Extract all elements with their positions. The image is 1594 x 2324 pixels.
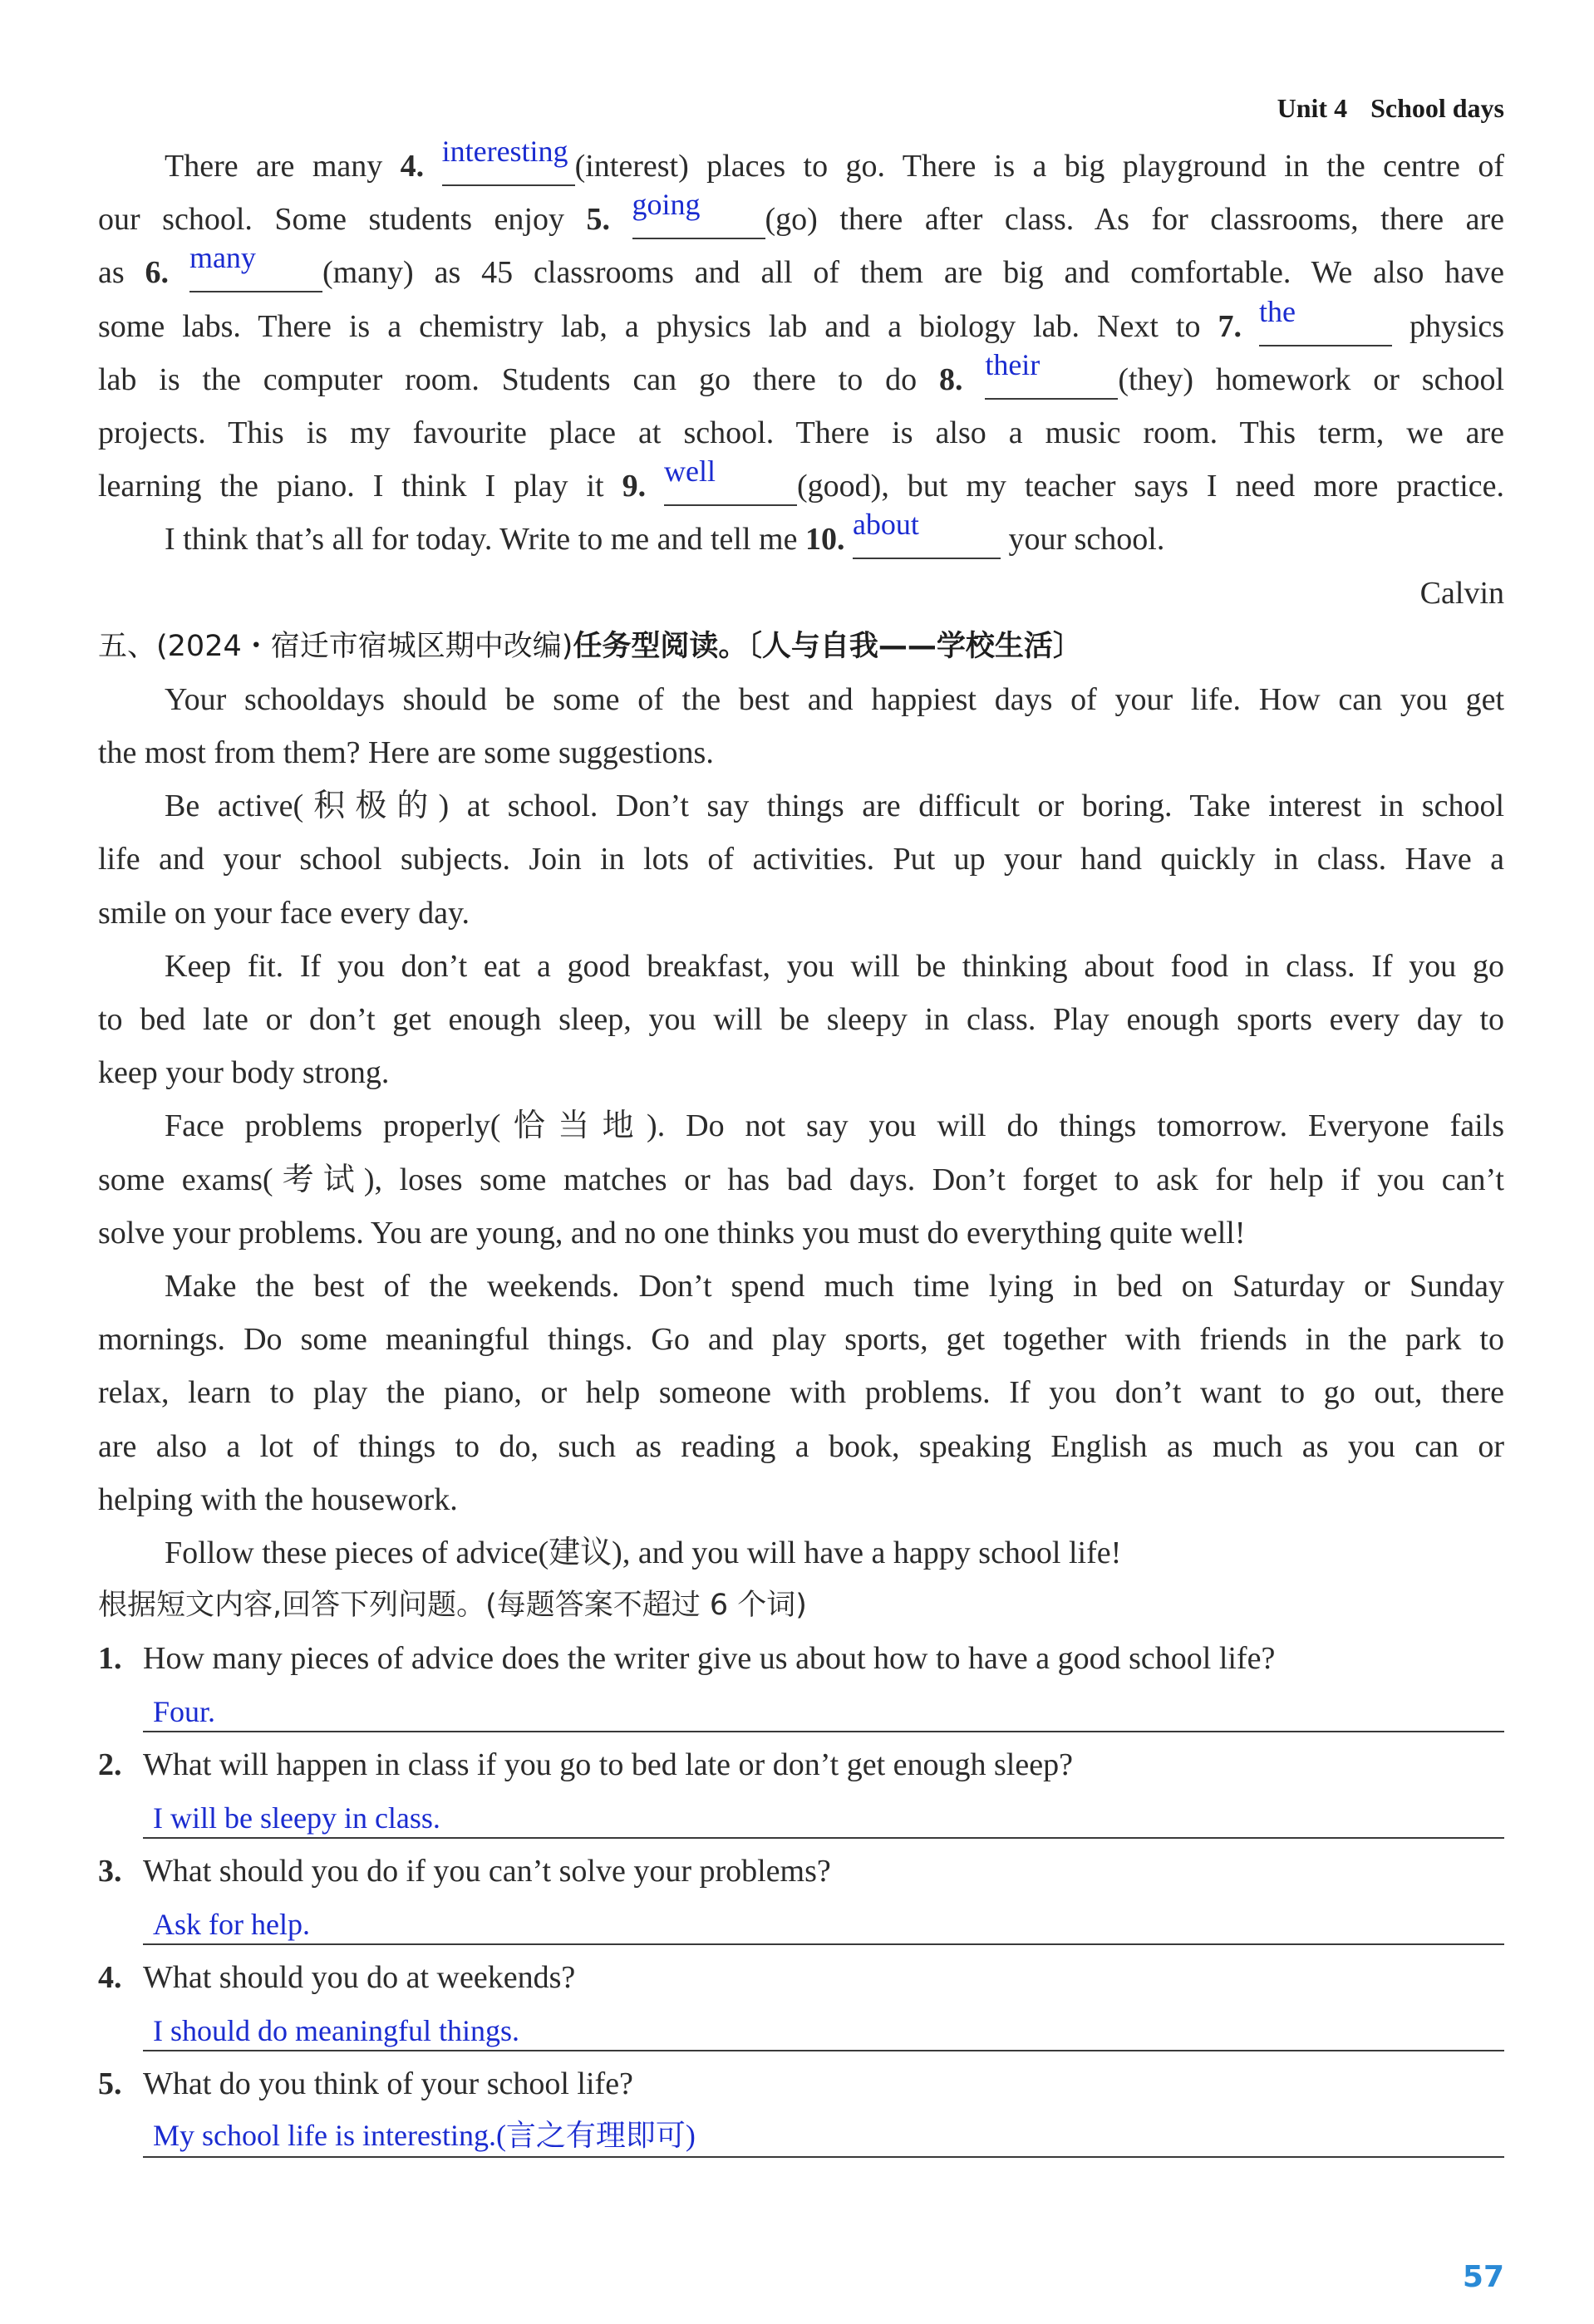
letter-line-2: our school. Some students enjoy 5. going (go) there after class. As for classrooms, there are [98, 193, 1504, 246]
question-number: 3. [98, 1854, 122, 1889]
passage-line: life and your school subjects. Join in lots of activities. Put up your hand quickly in class. Have a [98, 842, 1504, 877]
question-number: 5. [98, 2066, 122, 2102]
answer-7: the [1259, 294, 1296, 328]
page-header [1277, 93, 1504, 124]
answer-blank-6 [189, 241, 322, 292]
answer-9: well [664, 454, 716, 489]
question-number: 2. [98, 1747, 122, 1783]
question-text: How many pieces of advice does the writer give us about how to have a good school life? [143, 1641, 1276, 1677]
passage-line: Make the best of the weekends. Don’t spend much time lying in bed on Saturday or Sunday [165, 1268, 1504, 1304]
answer-text: My school life is interesting.(言之有理即可) [153, 2119, 696, 2153]
passage-line: the most from them? Here are some suggestions. [98, 735, 714, 771]
question-number: 1. [98, 1641, 122, 1677]
question-text: What do you think of your school life? [143, 2066, 633, 2102]
blank-number-7: 7. [1218, 308, 1242, 344]
letter-line-3: as 6. many (many) as 45 classrooms and all of them are big and comfortable. We also have [98, 246, 1504, 299]
passage-line: some exams(考试), loses some matches or has bad days. Don’t forget to ask for help if you can’t [98, 1162, 1504, 1197]
answer-blank-9 [664, 454, 797, 506]
answer-line [143, 2111, 1504, 2158]
question-instruction: 根据短文内容,回答下列问题。(每题答案不超过 6 个词) [98, 1589, 807, 1623]
blank-number-4: 4. [400, 149, 425, 184]
letter-line-5: lab is the computer room. Students can go there to do 8. their (they) homework or school [98, 353, 1504, 406]
unit-label: Unit 4 [1277, 93, 1348, 123]
answer-8: their [985, 347, 1041, 381]
passage-line: Face problems properly(恰当地). Do not say you will do things tomorrow. Everyone fails [165, 1108, 1504, 1144]
letter-line-7: learning the piano. I think I play it 9. well (good), but my teacher says I need more practice. [98, 459, 1504, 513]
passage-line: Keep fit. If you don’t eat a good breakfast, you will be thinking about food in class. If you go [165, 948, 1504, 984]
passage-line: relax, learn to play the piano, or help someone with problems. If you don’t want to go out, there [98, 1375, 1504, 1411]
passage-line: smile on your face every day. [98, 895, 470, 931]
passage-line: Be active(积极的) at school. Don’t say things are difficult or boring. Take interest in school [165, 789, 1504, 824]
answer-line [143, 1899, 1504, 1945]
letter-line-8: I think that’s all for today. Write to me and tell me 10. about your school. [98, 513, 1504, 566]
section-5-title: 五、(2024・宿迁市宿城区期中改编)任务型阅读。〔人与自我——学校生活〕 [98, 629, 1082, 663]
question-number: 4. [98, 1960, 122, 1996]
answer-4: interesting [441, 135, 568, 168]
passage-line: keep your body strong. [98, 1055, 390, 1091]
answer-text: Four. [153, 1695, 216, 1729]
answer-text: Ask for help. [153, 1908, 310, 1942]
answer-5: going [632, 188, 701, 222]
question-2 [98, 1739, 1504, 1845]
answer-blank-7 [1259, 294, 1392, 346]
passage-line: Your schooldays should be some of the best and happiest days of your life. How can you get [165, 681, 1504, 717]
page-number: 57 [1462, 2260, 1504, 2294]
blank-number-6: 6. [145, 255, 170, 291]
question-5 [98, 2058, 1504, 2164]
answer-10: about [852, 508, 919, 542]
question-3 [98, 1845, 1504, 1952]
passage [98, 673, 1504, 1580]
question-text: What should you do at weekends? [143, 1960, 576, 1996]
blank-number-9: 9. [622, 469, 647, 504]
question-4 [98, 1952, 1504, 2058]
passage-line: Follow these pieces of advice(建议), and you will have a happy school life! [165, 1535, 1122, 1570]
unit-title: School days [1370, 93, 1504, 123]
page-content [98, 135, 1505, 2164]
blank-number-10: 10. [804, 522, 845, 558]
passage-line: helping with the housework. [98, 1481, 458, 1517]
answer-text: I should do meaningful things. [153, 2014, 519, 2048]
answer-blank-5 [632, 188, 765, 239]
answer-blank-4 [441, 135, 575, 186]
answer-line [143, 1792, 1504, 1839]
answer-text: I will be sleepy in class. [153, 1801, 440, 1835]
question-text: What should you do if you can’t solve your problems? [143, 1854, 831, 1889]
answer-6: many [189, 241, 256, 275]
blank-number-8: 8. [938, 361, 963, 397]
passage-line: to bed late or don’t get enough sleep, you will be sleepy in class. Play enough sports every day to [98, 1002, 1504, 1037]
passage-line: solve your problems. You are young, and no one thinks you must do everything quite well! [98, 1215, 1246, 1250]
answer-line [143, 1686, 1504, 1732]
answer-blank-10 [852, 508, 1001, 559]
question-text: What will happen in class if you go to bed late or don’t get enough sleep? [143, 1747, 1073, 1783]
letter-line-4: some labs. There is a chemistry lab, a physics lab and a biology lab. Next to 7. the physics [98, 300, 1504, 353]
answer-line [143, 2005, 1504, 2051]
passage-line: mornings. Do some meaningful things. Go and play sports, get together with friends in the park to [98, 1322, 1504, 1358]
blank-number-5: 5. [586, 202, 610, 238]
answer-blank-8 [985, 347, 1118, 400]
letter-line-6: projects. This is my favourite place at school. There is also a music room. This term, we are [98, 415, 1504, 450]
question-1 [98, 1633, 1504, 1739]
passage-line: are also a lot of things to do, such as reading a book, speaking English as much as you can or [98, 1428, 1504, 1464]
letter-signature: Calvin [1419, 575, 1504, 611]
letter-line-1: There are many 4. interesting (interest) places to go. There is a big playground in the centre of [98, 140, 1504, 193]
